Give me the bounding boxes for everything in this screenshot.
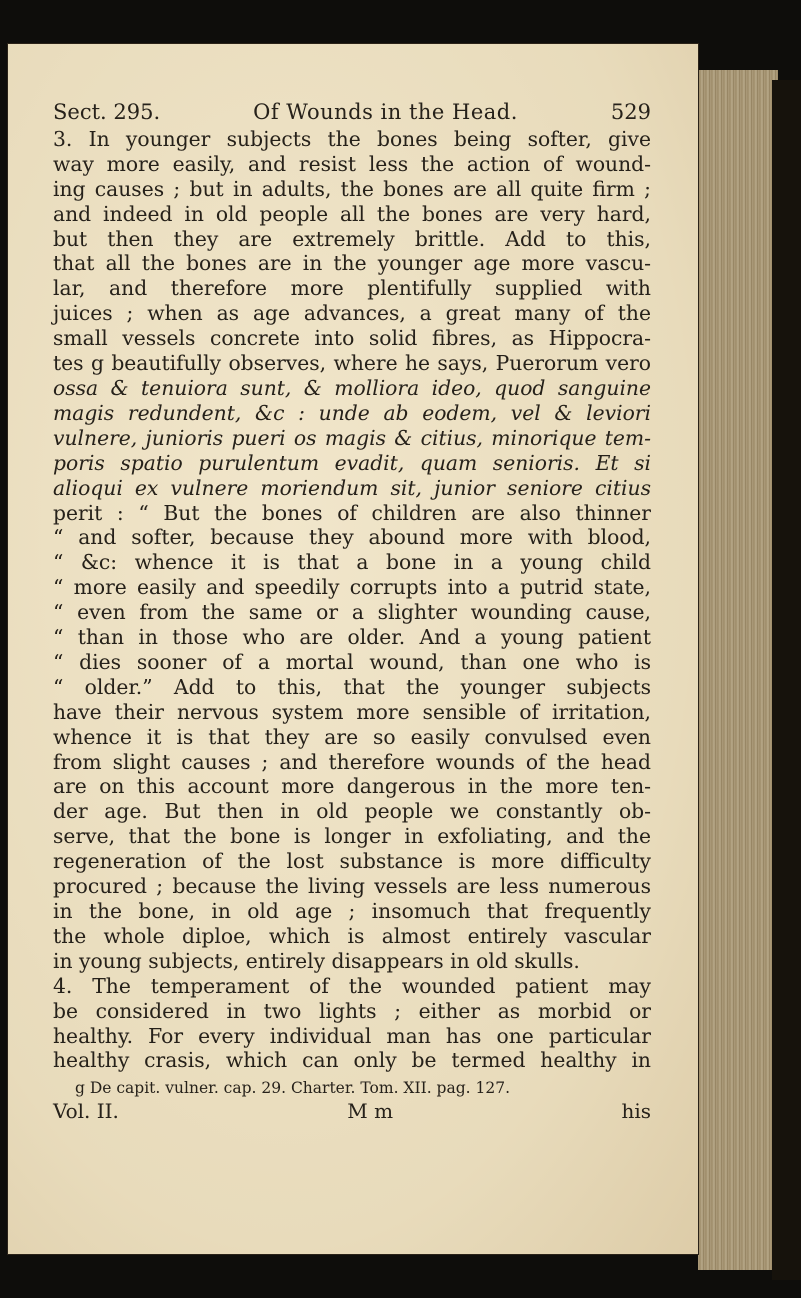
- text-line: and indeed in old people all the bones are very hard,: [53, 201, 651, 226]
- text-line: the whole diploe, which is almost entirely vascular: [53, 923, 651, 948]
- body-text: [53, 127, 651, 1073]
- text-line: healthy. For every individual man has one particular: [53, 1023, 651, 1048]
- text-line: ossa & tenuiora sunt, & molliora ideo, quod sanguine: [53, 375, 651, 400]
- section-number: Sect. 295.: [53, 100, 161, 124]
- volume-label: Vol. II.: [53, 1099, 119, 1124]
- text-line: way more easily, and resist less the action of wound-: [53, 151, 651, 176]
- book-page-edges: [698, 70, 778, 1270]
- text-line: have their nervous system more sensible of irritation,: [53, 699, 651, 724]
- text-line: magis redundent, &c : unde ab eodem, vel & leviori: [53, 400, 651, 425]
- text-line: “ older.” Add to this, that the younger subjects: [53, 674, 651, 699]
- text-line: but then they are extremely brittle. Add to this,: [53, 226, 651, 251]
- text-line: juices ; when as age advances, a great many of the: [53, 301, 651, 326]
- page-number: 529: [610, 100, 651, 124]
- text-line: “ and softer, because they abound more with blood,: [53, 525, 651, 550]
- text-line: procured ; because the living vessels are less numerous: [53, 874, 651, 899]
- signature-line: [53, 1099, 651, 1124]
- running-title: Of Wounds in the Head.: [253, 100, 518, 124]
- text-line: 4. The temperament of the wounded patient may: [53, 973, 651, 998]
- footnote: g De capit. vulner. cap. 29. Charter. Tom. XII. pag. 127.: [75, 1079, 511, 1098]
- signature-mark: M m: [347, 1099, 394, 1124]
- text-line: poris spatio purulentum evadit, quam senioris. Et si: [53, 450, 651, 475]
- text-line: small vessels concrete into solid fibres, as Hippocra-: [53, 326, 651, 351]
- text-line: be considered in two lights ; either as morbid or: [53, 998, 651, 1023]
- text-line: perit : “ But the bones of children are also thinner: [53, 500, 651, 525]
- text-line: alioqui ex vulnere moriendum sit, junior seniore citius: [53, 475, 651, 500]
- text-line: “ more easily and speedily corrupts into a putrid state,: [53, 575, 651, 600]
- running-header: [53, 100, 651, 125]
- text-line: whence it is that they are so easily convulsed even: [53, 724, 651, 749]
- catchword: his: [621, 1099, 651, 1124]
- text-line: “ than in those who are older. And a young patient: [53, 625, 651, 650]
- text-line: ing causes ; but in adults, the bones are all quite firm ;: [53, 176, 651, 201]
- text-line: are on this account more dangerous in the more ten-: [53, 774, 651, 799]
- text-line: lar, and therefore more plentifully supplied with: [53, 276, 651, 301]
- text-line: tes g beautifully observes, where he says, Puerorum vero: [53, 351, 651, 376]
- text-line: regeneration of the lost substance is more difficulty: [53, 849, 651, 874]
- book-binding-shadow: [772, 80, 801, 1280]
- text-line: vulnere, junioris pueri os magis & citius, minorique tem-: [53, 425, 651, 450]
- text-line: “ &c: whence it is that a bone in a young child: [53, 550, 651, 575]
- text-line: from slight causes ; and therefore wounds of the head: [53, 749, 651, 774]
- text-line: der age. But then in old people we constantly ob-: [53, 799, 651, 824]
- text-line: in young subjects, entirely disappears in old skulls.: [53, 948, 580, 973]
- text-line: 3. In younger subjects the bones being softer, give: [53, 126, 651, 151]
- text-line: healthy crasis, which can only be termed healthy in: [53, 1048, 651, 1073]
- page-text: [53, 100, 651, 1124]
- text-line: that all the bones are in the younger age more vascu-: [53, 251, 651, 276]
- text-line: serve, that the bone is longer in exfoliating, and the: [53, 824, 651, 849]
- text-line: in the bone, in old age ; insomuch that frequently: [53, 899, 651, 923]
- text-line: “ even from the same or a slighter wounding cause,: [53, 600, 651, 625]
- text-line: “ dies sooner of a mortal wound, than one who is: [53, 649, 651, 674]
